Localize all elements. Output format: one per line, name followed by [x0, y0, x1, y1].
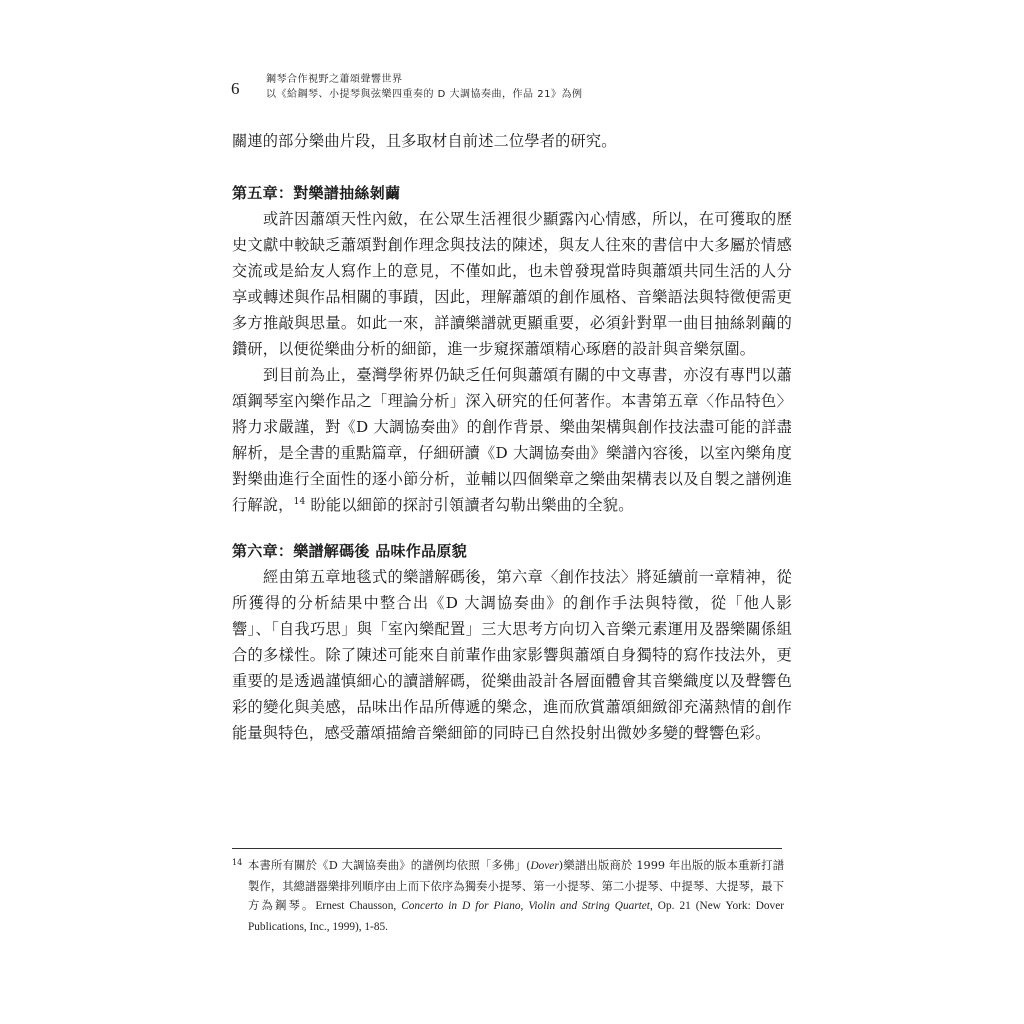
footnote-citation-details: , Op. 21 (New York: Dover Publications, Inc., 1999), 1-85.	[248, 900, 784, 933]
chapter5-paragraph-1: 或許因蕭頌天性內斂，在公眾生活裡很少顯露內心情感，所以，在可獲取的歷史文獻中較缺乏蕭頌對創作理念與技法的陳述，與友人往來的書信中大多屬於情感交流或是給友人寫作上的意見，不僅如此，也未曾發現當時與蕭頌共同生活的人分享或轉述與作品相關的事蹟，因此，理解蕭頌的創作風格、音樂語法與特徵便需更多方推敲與思量。如此一來，詳讀樂譜就更顯重要，必須針對單一曲目抽絲剝繭的鑽研，以便從樂曲分析的細節，進一步窺探蕭頌精心琢磨的設計與音樂氛圍。	[232, 210, 792, 358]
footnote-number: 14	[232, 858, 243, 867]
footnote-body	[248, 856, 784, 937]
footnote-text-continued: )樂譜出版商於 1999 年出版的版本重新打譜製作，其總譜器樂排列順序由上而下依序為獨奏小提琴、第一小提琴、第二小提琴、中提琴、大提琴，最下方為鋼琴。	[248, 859, 785, 912]
running-head-title: 鋼琴合作視野之蕭頌聲響世界	[266, 74, 403, 85]
chapter5-paragraph-2-end: 盼能以細節的探討引領讀者勾勒出樂曲的全貌。	[305, 496, 634, 514]
page-number: 6	[231, 79, 240, 98]
footnote-citation-author: Ernest Chausson,	[315, 900, 402, 912]
running-head	[266, 72, 582, 102]
footnote	[232, 856, 784, 937]
footnote-dover: Dover	[530, 860, 559, 872]
intro-paragraph: 關連的部分樂曲片段，且多取材自前述二位學者的研究。	[232, 132, 617, 150]
main-text	[232, 128, 792, 746]
footnote-text: 本書所有關於《D 大調協奏曲》的譜例均依照「多佛」(	[248, 859, 531, 872]
chapter6-paragraph-1: 經由第五章地毯式的樂譜解碼後，第六章〈創作技法〉將延續前一章精神，從所獲得的分析結果中整合出《D 大調協奏曲》的創作手法與特徵，從「他人影響」、「自我巧思」與「室內樂配置」三大思考方向切入音樂元素運用及器樂關係組合的多樣性。除了陳述可能來自前輩作曲家影響與蕭頌自身獨特的寫作技法外，更重要的是透過謹慎細心的讀譜解碼，從樂曲設計各層面體會其音樂織度以及聲響色彩的變化與美感，品味出作品所傳遞的樂念，進而欣賞蕭頌細緻卻充滿熱情的創作能量與特色，感受蕭頌描繪音樂細節的同時已自然投射出微妙多變的聲響色彩。	[232, 568, 792, 742]
chapter6-heading: 第六章：樂譜解碼後 品味作品原貌	[232, 542, 468, 560]
footnote-reference[interactable]: 14	[293, 496, 306, 507]
footnote-citation-title: Concerto in D for Piano, Violin and String Quartet	[401, 900, 650, 912]
chapter5-paragraph-2	[232, 362, 792, 518]
chapter5-heading: 第五章：對樂譜抽絲剝繭	[232, 184, 401, 202]
chapter5-paragraph-2-text: 到目前為止，臺灣學術界仍缺乏任何與蕭頌有關的中文專書，亦沒有專門以蕭頌鋼琴室內樂作品之「理論分析」深入研究的任何著作。本書第五章〈作品特色〉將力求嚴謹，對《D 大調協奏曲》的創作背景、樂曲架構與創作技法盡可能的詳盡解析，是全書的重點篇章，仔細研讀《D 大調協奏曲》樂譜內容後，以室內樂角度對樂曲進行全面性的逐小節分析，並輔以四個樂章之樂曲架構表以及自製之譜例進行解說，	[232, 366, 792, 514]
running-head-subtitle: 以《給鋼琴、小提琴與弦樂四重奏的 D 大調協奏曲，作品 21》為例	[266, 89, 583, 100]
footnote-divider	[232, 848, 782, 849]
